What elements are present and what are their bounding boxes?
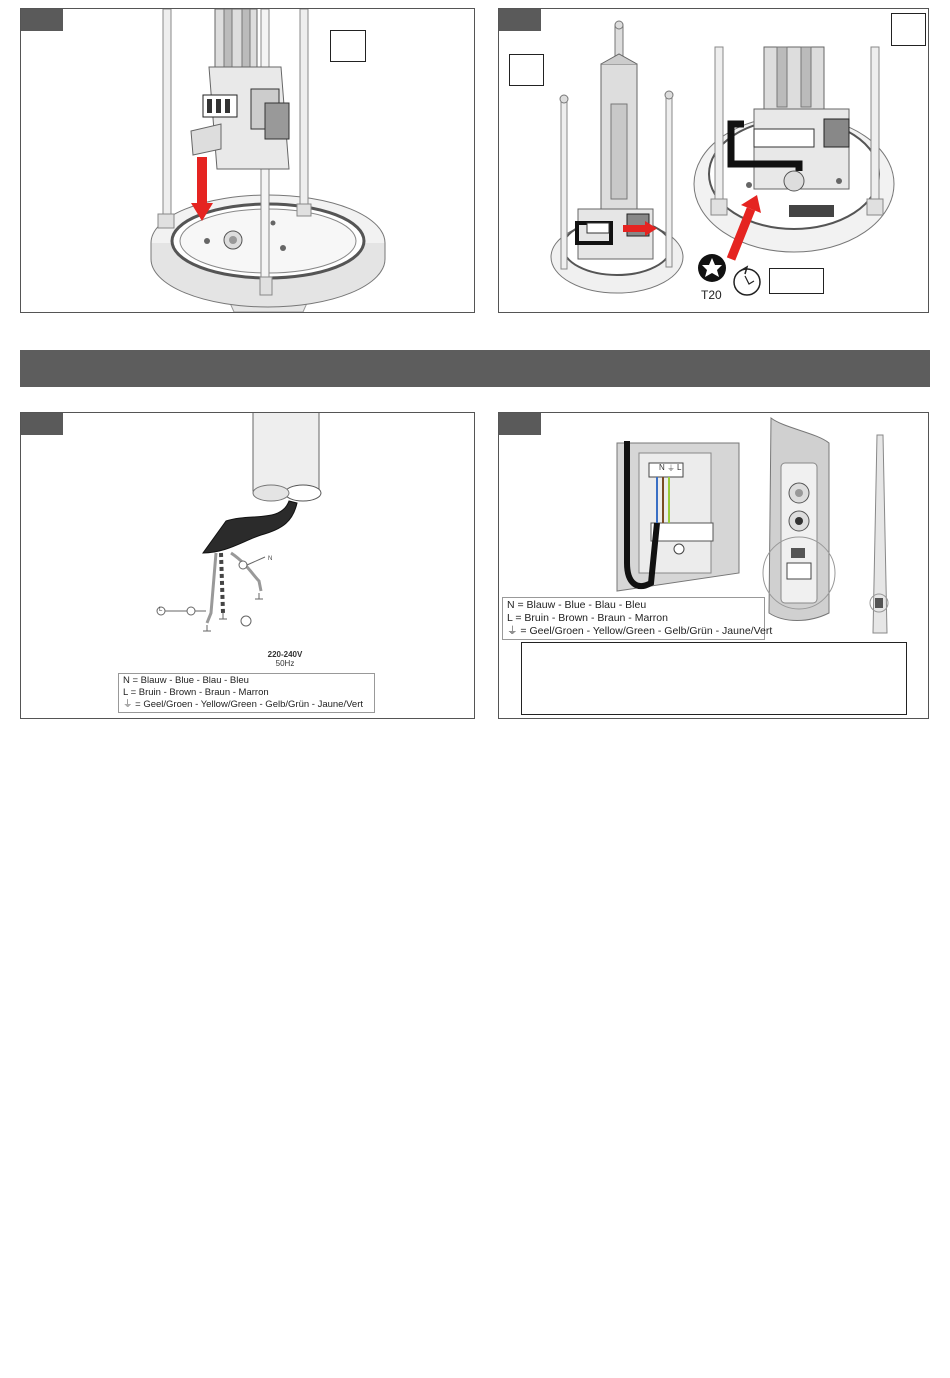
base-assembly-illustration — [21, 9, 475, 313]
tool-size-label: T20 — [701, 288, 722, 302]
step-panel-d — [20, 412, 475, 719]
legend-earth: ⏚ = Geel/Groen - Yellow/Green - Gelb/Grün - Jaune/Vert — [123, 699, 363, 710]
voltage-value: 220-240V — [267, 650, 303, 659]
step-panel-a — [20, 8, 475, 313]
terminal-tag-earth: ⏚ — [667, 464, 675, 473]
legend-earth: ⏚ = Geel/Groen - Yellow/Green - Gelb/Grün - Jaune/Vert — [507, 625, 773, 637]
step-panel-b — [498, 8, 929, 313]
legend-neutral: N = Blauw - Blue - Blau - Bleu — [507, 599, 647, 611]
instruction-text-box — [521, 642, 907, 715]
module-mount-illustration — [499, 9, 929, 313]
terminal-tag-live: L — [677, 463, 682, 472]
legend-live: L = Bruin - Brown - Braun - Marron — [123, 687, 269, 698]
voltage-label — [255, 650, 315, 668]
legend-live: L = Bruin - Brown - Braun - Marron — [507, 612, 668, 624]
frequency-value: 50Hz — [275, 659, 295, 668]
section-header-bar — [20, 350, 930, 387]
step-panel-e — [498, 412, 929, 719]
wire-color-legend — [118, 673, 375, 713]
live-wire-tag: L — [159, 607, 163, 613]
terminal-tag-neutral: N — [659, 463, 665, 472]
legend-neutral: N = Blauw - Blue - Blau - Bleu — [123, 675, 249, 686]
wire-color-legend — [502, 597, 773, 640]
neutral-wire-tag: N — [268, 556, 273, 562]
